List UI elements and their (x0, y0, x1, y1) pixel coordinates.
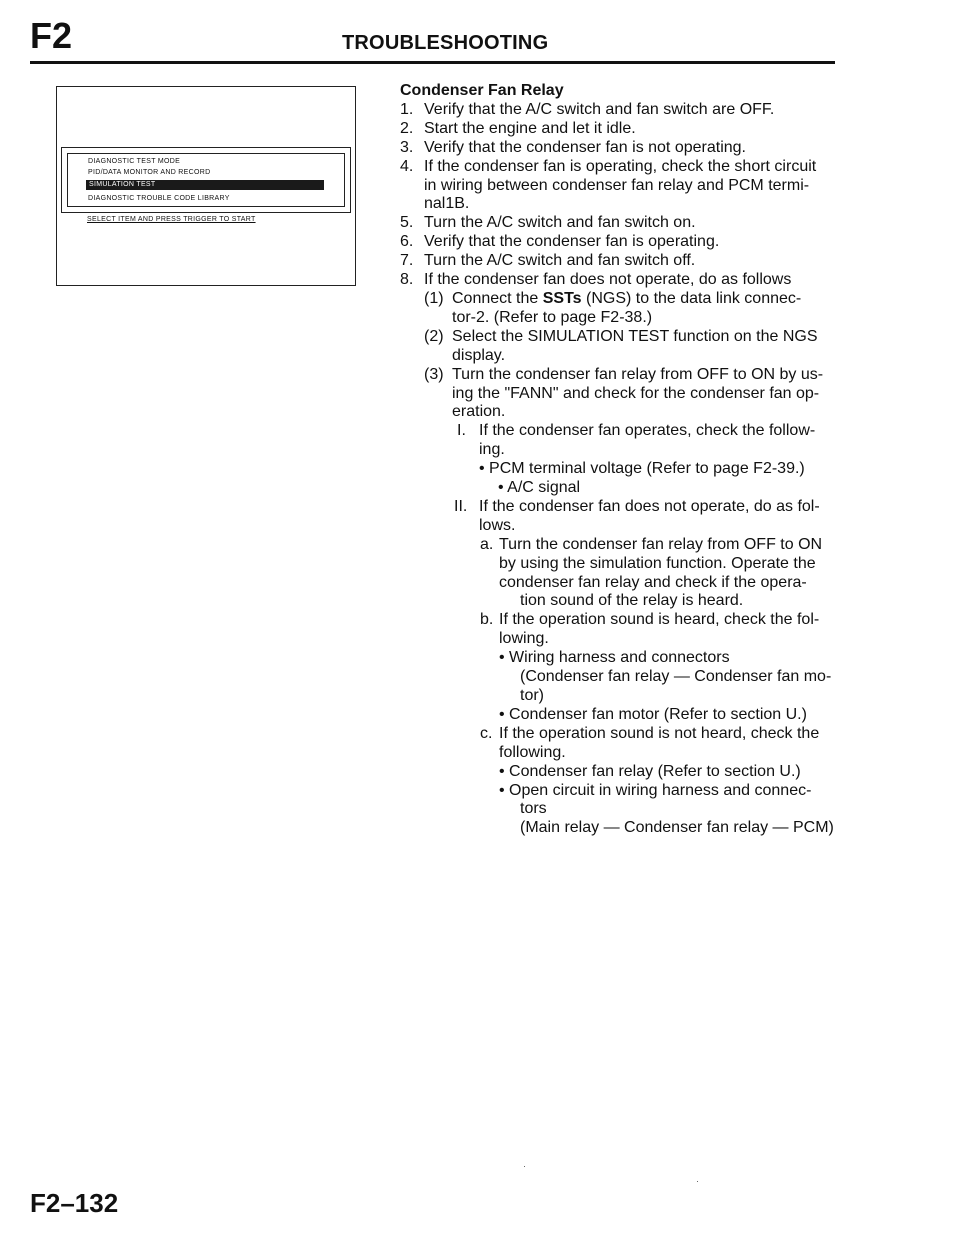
substep-1 (400, 290, 840, 328)
step-5 (400, 214, 840, 233)
text-line: ing. (479, 441, 505, 459)
text-line: Turn the A/C switch and fan switch on. (424, 214, 696, 232)
text-segment: Turn the condenser fan relay from OFF to ON by us- (452, 365, 824, 383)
tool-name: SSTs (542, 289, 582, 307)
text-line: tion sound of the relay is heard. (520, 592, 744, 610)
text-line: ing the "FANN" and check for the condenser fan op- (452, 384, 820, 402)
text-line (452, 328, 840, 347)
text-line: If the condenser fan operates, check the follow- (479, 422, 816, 440)
item-label: a. (480, 535, 494, 553)
text-line: • Open circuit in wiring harness and connec- (499, 781, 812, 799)
text-segment: Connect the (452, 289, 543, 307)
header-rule (30, 61, 835, 64)
step-4-label: 4. (400, 157, 414, 175)
page-title: TROUBLESHOOTING (342, 32, 549, 54)
item-label: c. (480, 724, 493, 742)
menu-item-diagnostic-test-mode: DIAGNOSTIC TEST MODE (88, 158, 181, 165)
text-line: following. (499, 743, 566, 761)
text-line: tor) (520, 687, 544, 704)
step-6 (400, 233, 840, 252)
step-1 (400, 101, 840, 120)
substep-label: (1) (424, 289, 444, 307)
scan-speck (524, 1166, 525, 1167)
ngs-menu-inner-frame (67, 153, 345, 207)
text-line: tors (520, 800, 547, 818)
text-line: eration. (452, 403, 506, 421)
section-code: F2 (30, 15, 73, 56)
step-7 (400, 252, 840, 271)
text-line: condenser fan relay and check if the opera- (499, 573, 807, 591)
text-line: lows. (479, 516, 516, 534)
text-line: tor-2. (Refer to page F2-38.) (452, 308, 653, 326)
page-number: F2–132 (30, 1188, 119, 1218)
text-line: (Main relay — Condenser fan relay — PCM) (520, 819, 834, 837)
item-label: b. (480, 611, 494, 629)
step-2 (400, 120, 840, 139)
text-line: (Condenser fan relay — Condenser fan mo- (520, 668, 832, 686)
section-heading: Condenser Fan Relay (400, 82, 564, 99)
menu-item-dtc-library: DIAGNOSTIC TROUBLE CODE LIBRARY (88, 195, 230, 202)
step-3-label: 3. (400, 138, 414, 156)
bullet-item: • A/C signal (498, 479, 581, 497)
text-segment: Select the SIMULATION TEST function on the NGS (452, 327, 818, 345)
ngs-screen-figure (56, 86, 356, 286)
text-line: in wiring between condenser fan relay and PCM termi- (424, 176, 810, 194)
text-line: Verify that the condenser fan is operating. (424, 233, 720, 251)
case-II-item-b (400, 611, 840, 724)
substep-label: (3) (424, 365, 444, 383)
text-line: Turn the condenser fan relay from OFF to ON (499, 535, 823, 553)
step-8-label: 8. (400, 271, 414, 289)
step-4 (400, 158, 840, 215)
text-line: • Wiring harness and connectors (499, 649, 730, 667)
text-line: Turn the A/C switch and fan switch off. (424, 252, 696, 270)
step-2-label: 2. (400, 119, 414, 137)
substep-2 (400, 328, 840, 366)
text-line: lowing. (499, 630, 549, 648)
text-line: Verify that the A/C switch and fan switch are OFF. (424, 100, 775, 118)
substep-3 (400, 366, 840, 423)
text-line: If the condenser fan is operating, check the short circuit (424, 157, 817, 175)
menu-item-simulation-test: SIMULATION TEST (86, 180, 324, 190)
scan-speck (697, 1181, 698, 1182)
menu-footer-instruction: SELECT ITEM AND PRESS TRIGGER TO START (87, 216, 256, 223)
text-line: Start the engine and let it idle. (424, 119, 636, 137)
step-3 (400, 139, 840, 158)
text-line: If the condenser fan does not operate, do as fol- (479, 497, 820, 515)
text-line: • Condenser fan relay (Refer to section U.) (499, 762, 801, 780)
text-line: If the operation sound is heard, check the fol- (499, 611, 820, 629)
text-line (452, 290, 840, 309)
text-line: If the condenser fan does not operate, do as follows (424, 271, 792, 289)
text-line: Verify that the condenser fan is not operating. (424, 138, 746, 156)
case-II (400, 498, 840, 536)
case-II-item-a (400, 536, 840, 612)
step-7-label: 7. (400, 252, 414, 270)
text-segment: (NGS) to the data link connec- (581, 289, 802, 307)
case-II-label: II. (454, 497, 468, 515)
case-I (400, 422, 840, 460)
step-1-label: 1. (400, 100, 414, 118)
text-line (452, 366, 840, 385)
procedure-text (400, 82, 840, 838)
text-line: • Condenser fan motor (Refer to section U.) (499, 705, 807, 723)
bullet-item: • PCM terminal voltage (Refer to page F2-39.) (479, 460, 805, 478)
text-line: display. (452, 346, 506, 364)
ngs-menu-frame (61, 147, 351, 213)
case-I-label: I. (457, 422, 466, 440)
menu-item-pid-data-monitor: PID/DATA MONITOR AND RECORD (88, 169, 211, 176)
case-II-item-c (400, 725, 840, 838)
step-8 (400, 271, 840, 290)
step-6-label: 6. (400, 233, 414, 251)
text-line: by using the simulation function. Operate the (499, 554, 816, 572)
text-line: nal1B. (424, 195, 470, 213)
text-line: If the operation sound is not heard, check the (499, 724, 820, 742)
step-5-label: 5. (400, 214, 414, 232)
substep-label: (2) (424, 327, 444, 345)
